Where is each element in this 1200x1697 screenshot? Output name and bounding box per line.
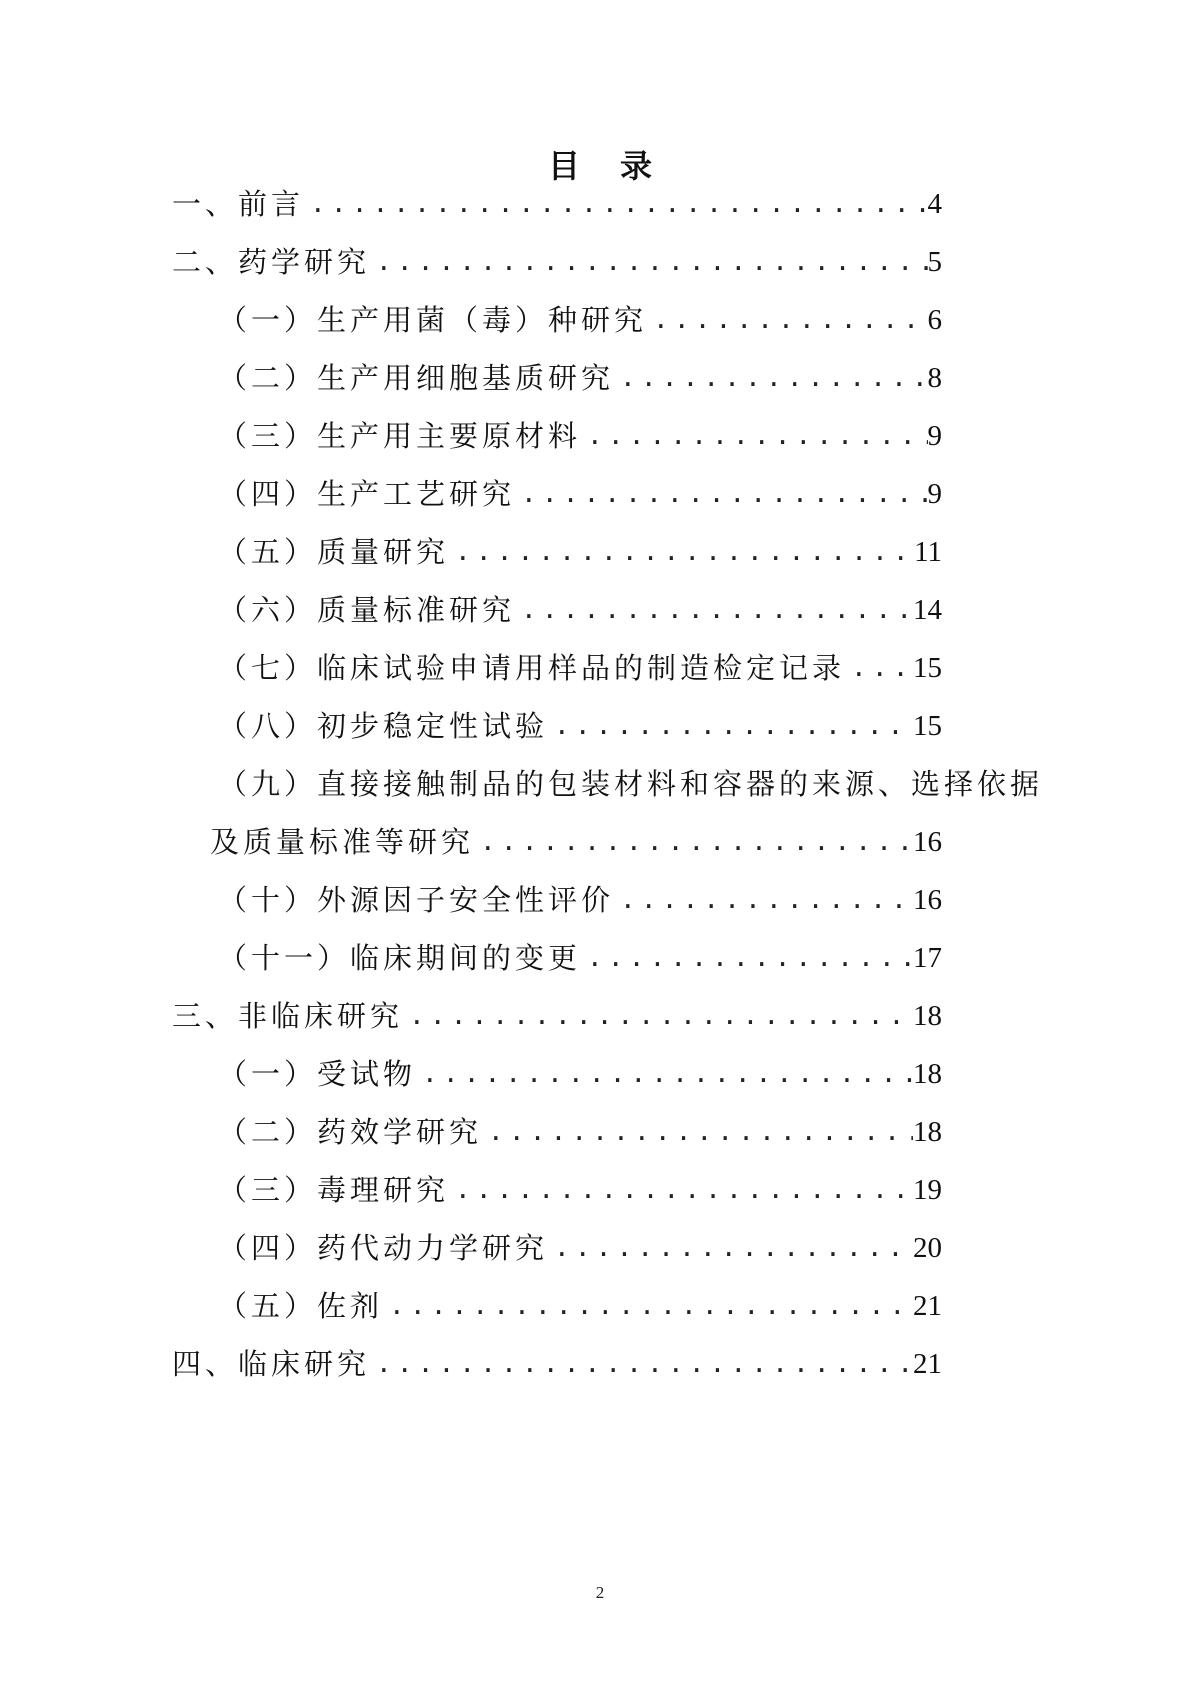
toc-entry[interactable]	[172, 182, 942, 226]
toc-entry[interactable]	[218, 646, 942, 690]
toc-leader-dots	[482, 1110, 913, 1154]
toc-entry-page: 9	[927, 478, 942, 510]
toc-entry-label-line1[interactable]: （九）直接接触制品的包装材料和容器的来源、选择依据	[218, 767, 1044, 801]
toc-entry-label: （四）生产工艺研究	[218, 477, 516, 511]
toc-leader-dots	[614, 878, 913, 922]
toc-entry[interactable]	[218, 1168, 942, 1212]
toc-entry[interactable]	[218, 936, 942, 980]
toc-leader-dots	[581, 414, 927, 458]
toc-entry[interactable]	[210, 820, 942, 864]
toc-entry-label: （五）质量研究	[218, 535, 450, 569]
toc-entry-page: 18	[913, 1058, 942, 1090]
toc-leader-dots	[515, 588, 913, 632]
toc-entry[interactable]	[218, 1110, 942, 1154]
toc-entry-label: （七）临床试验申请用样品的制造检定记录	[218, 651, 846, 685]
toc-entry-label: （一）受试物	[218, 1057, 417, 1091]
toc-leader-dots	[548, 704, 913, 748]
toc-entry-page: 8	[927, 362, 942, 394]
toc-entry-page: 21	[913, 1348, 942, 1380]
toc-entry-label: （四）药代动力学研究	[218, 1231, 549, 1265]
toc-entry[interactable]	[218, 530, 942, 574]
toc-entry-label: 及质量标准等研究	[210, 825, 475, 859]
toc-entry-label: （六）质量标准研究	[218, 593, 516, 627]
toc-entry[interactable]	[218, 1226, 942, 1270]
toc-entry[interactable]	[218, 356, 942, 400]
toc-leader-dots	[515, 472, 927, 516]
toc-entry-label: 四、临床研究	[172, 1347, 371, 1381]
toc-entry-page: 21	[913, 1290, 942, 1322]
toc-entry-page: 16	[913, 826, 942, 858]
toc-entry[interactable]	[172, 1342, 942, 1386]
toc-entry-page: 17	[913, 942, 942, 974]
toc-entry-page: 4	[927, 188, 942, 220]
toc-entry-page: 6	[927, 304, 942, 336]
toc-leader-dots	[403, 994, 913, 1038]
toc-leader-dots	[581, 936, 913, 980]
toc-entry[interactable]	[172, 994, 942, 1038]
toc-entry-label: （八）初步稳定性试验	[218, 709, 549, 743]
toc-entry-label: （三）生产用主要原材料	[218, 419, 582, 453]
toc-entry-label: （十一）临床期间的变更	[218, 941, 582, 975]
toc-leader-dots	[614, 356, 927, 400]
toc-entry-page: 19	[913, 1174, 942, 1206]
toc-entry-label: 二、药学研究	[172, 245, 371, 279]
toc-leader-dots	[304, 182, 927, 226]
toc-entry-page: 15	[913, 710, 942, 742]
page-number: 2	[595, 1583, 605, 1602]
toc-entry-label: （二）药效学研究	[218, 1115, 483, 1149]
toc-entry-page: 15	[913, 652, 942, 684]
toc-entry[interactable]	[172, 240, 942, 284]
toc-entry[interactable]	[218, 704, 942, 748]
toc-leader-dots	[383, 1284, 913, 1328]
toc-entry-label: 三、非临床研究	[172, 999, 404, 1033]
toc-entry[interactable]	[218, 298, 942, 342]
toc-entry[interactable]	[218, 472, 942, 516]
toc-entry[interactable]	[218, 588, 942, 632]
toc-entry-page: 5	[927, 246, 942, 278]
toc-entry-page: 18	[913, 1000, 942, 1032]
title-char-2: 录	[620, 147, 653, 185]
toc-entry[interactable]	[218, 1052, 942, 1096]
toc-entry-label: 一、前言	[172, 187, 305, 221]
toc-leader-dots	[416, 1052, 913, 1096]
toc-entry-page: 11	[914, 536, 942, 568]
toc-entry-page: 14	[913, 594, 942, 626]
toc-entry-label: （二）生产用细胞基质研究	[218, 361, 615, 395]
toc-leader-dots	[370, 240, 927, 284]
toc-entry-page: 16	[913, 884, 942, 916]
toc-entry-label: （五）佐剂	[218, 1289, 384, 1323]
toc-leader-dots	[449, 1168, 913, 1212]
toc-leader-dots	[449, 530, 914, 574]
toc-entry[interactable]	[218, 414, 942, 458]
toc-leader-dots	[370, 1342, 913, 1386]
toc-entry-label: （一）生产用菌（毒）种研究	[218, 303, 648, 337]
toc-leader-dots	[548, 1226, 913, 1270]
toc-leader-dots	[474, 820, 913, 864]
toc-entry-page: 20	[913, 1232, 942, 1264]
toc-entry-label: （三）毒理研究	[218, 1173, 450, 1207]
toc-entry-page: 9	[927, 420, 942, 452]
toc-entry-label: （十）外源因子安全性评价	[218, 883, 615, 917]
toc-leader-dots	[647, 298, 927, 342]
toc-entry-page: 18	[913, 1116, 942, 1148]
toc-entry[interactable]	[218, 1284, 942, 1328]
title-char-1: 目	[547, 147, 580, 185]
toc-leader-dots	[845, 646, 913, 690]
toc-entry[interactable]	[218, 878, 942, 922]
